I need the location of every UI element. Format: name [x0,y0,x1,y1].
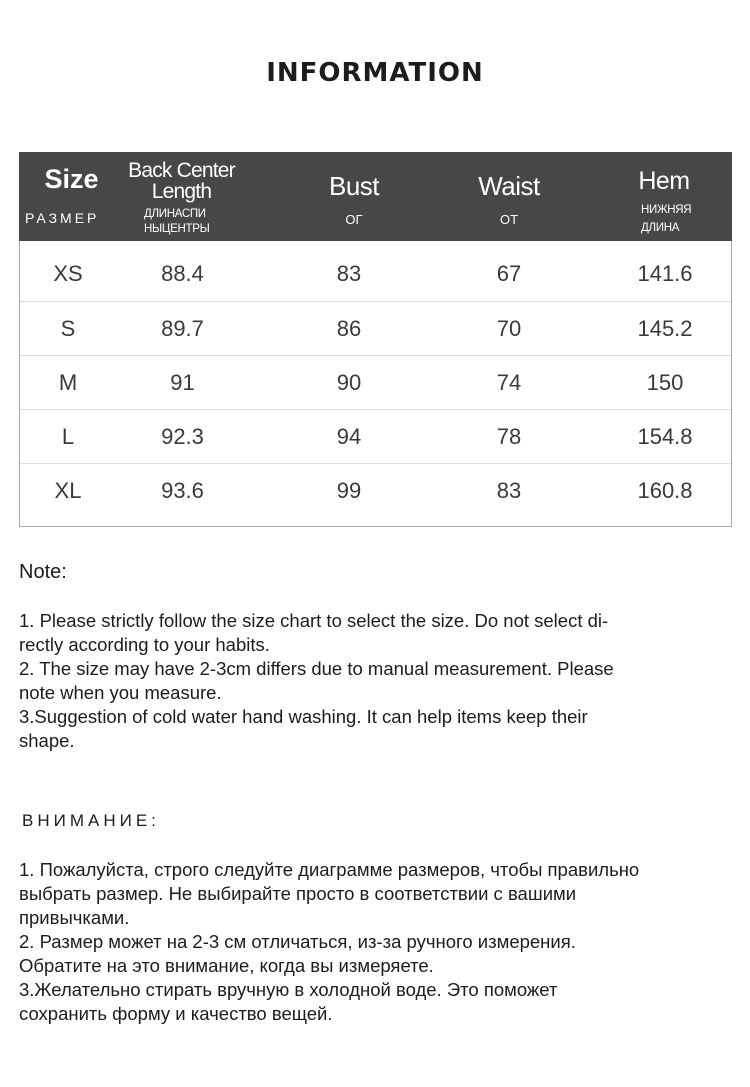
note-line: 3.Suggestion of cold water hand washing. It can help items keep their [19,706,588,727]
cell-back-center-length: 91 [170,370,195,395]
cell-bust: 90 [336,370,362,395]
table-row [20,247,731,301]
header-size-sublabel: РАЗМЕР [25,210,100,226]
page-title: INFORMATION [266,58,484,88]
size-table [19,152,732,527]
header-waist-label: Waist [478,171,540,201]
header-back-center-sub-line-1: ДЛИНАСПИ [144,208,206,220]
cell-back-center-length: 89.7 [161,316,204,341]
table-header [19,152,732,241]
header-waist-sublabel: ОТ [499,212,519,227]
table-row [20,301,731,355]
cell-size: XS [53,261,83,286]
cell-waist: 83 [496,478,522,503]
ru-note-text [19,858,719,1026]
header-hem [599,152,729,241]
cell-bust: 86 [336,316,362,341]
cell-waist: 74 [496,370,522,395]
cell-hem: 141.6 [637,261,693,286]
header-hem-sub-line-2: ДЛИНА [641,222,680,234]
ru-note-line: 2. Размер может на 2-3 см отличаться, из-за ручного измерения. [19,931,576,952]
header-back-center-sub-line-2: НЫЦЕНТРЫ [144,223,210,235]
note-line: note when you measure. [19,682,222,703]
header-waist [444,152,574,241]
header-bust [289,152,419,241]
cell-bust: 99 [336,478,362,503]
ru-note-line: 1. Пожалуйста, строго следуйте диаграмме размеров, чтобы правильно [19,859,640,880]
note-heading: Note: [19,561,67,583]
cell-hem: 145.2 [637,316,693,341]
ru-note-line: Обратите на это внимание, когда вы измеряете. [19,955,434,976]
header-back-center-line-2: Length [151,180,212,203]
cell-bust: 94 [336,424,362,449]
cell-back-center-length: 93.6 [161,478,204,503]
cell-size: S [60,316,76,341]
header-bust-label: Bust [328,171,380,201]
table-body [20,247,731,517]
header-bust-sublabel: ОГ [345,212,363,227]
cell-back-center-length: 88.4 [161,261,204,286]
cell-size: XL [54,478,82,503]
cell-size: L [61,424,75,449]
ru-note-line: привычками. [19,907,130,928]
header-hem-label: Hem [638,167,690,195]
table-row [20,463,731,517]
note-line: 1. Please strictly follow the size chart to select the size. Do not select di- [19,610,609,631]
ru-note-line: выбрать размер. Не выбирайте просто в соответствии с вашими [19,883,577,904]
note-line: 2. The size may have 2-3cm differs due to manual measurement. Please [19,658,614,679]
table-row [20,409,731,463]
cell-bust: 83 [336,261,362,286]
cell-waist: 67 [496,261,522,286]
cell-size: M [58,370,78,395]
note-line: rectly according to your habits. [19,634,270,655]
header-size-label: Size [44,164,99,194]
header-back-center-line-1: Back Center [128,159,235,182]
table-row [20,355,731,409]
cell-back-center-length: 92.3 [161,424,204,449]
header-back-center-sublabel [144,207,209,237]
cell-waist: 70 [496,316,522,341]
cell-waist: 78 [496,424,522,449]
header-back-center-label [124,160,239,202]
ru-note-heading: ВНИМАНИЕ: [22,811,160,830]
ru-note-line: 3.Желательно стирать вручную в холодной воде. Это поможет [19,979,558,1000]
cell-hem: 150 [646,370,684,395]
header-size [19,152,124,241]
header-hem-sub-line-1: НИЖНЯЯ [641,204,692,216]
note-line: shape. [19,730,75,751]
note-text [19,609,719,753]
cell-hem: 160.8 [637,478,693,503]
header-back-center-length [124,152,239,241]
header-hem-sublabel [641,201,691,237]
cell-hem: 154.8 [637,424,693,449]
ru-note-line: сохранить форму и качество вещей. [19,1003,333,1024]
